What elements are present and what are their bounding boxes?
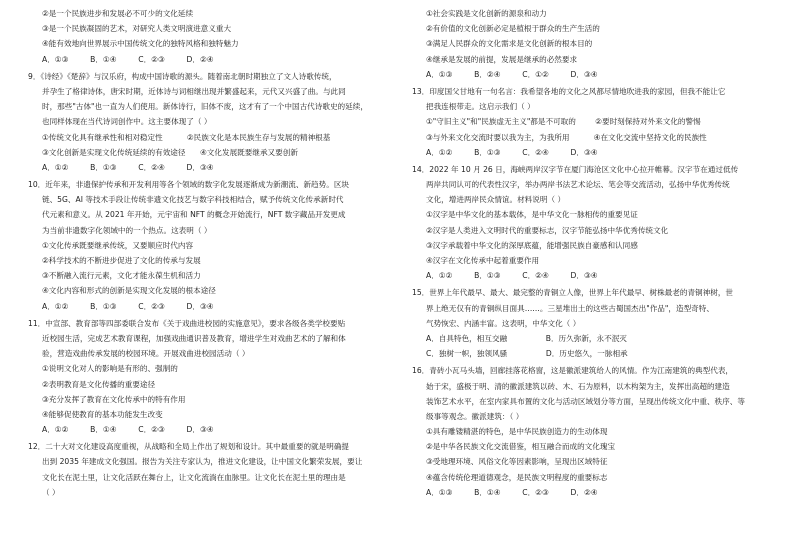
question-13 [412,84,774,160]
option-line: ②科学技术的不断进步促进了文化的传承与发展 [42,256,201,265]
question-stem: 装饰艺术水平，在室内家具布置的文化与活动区域划分等方面，呈现出传统文化中重、秩序、等 [426,396,745,406]
option-line: ④能够促使教育的基本功能发生改变 [42,409,163,419]
question-stem: 文化长在泥土里，让文化活跃在舞台上，让文化流淌在血脉里。让文化长在泥土里的理由是 [42,472,346,482]
question-12 [28,439,384,500]
question-stem: 文化，增进两岸民众情谊。材料说明（ ） [426,195,566,205]
question-stem: 15．世界上年代最早、最大、最完整的青铜立人像，世界上年代最早、树株最老的青铜神树，世 [412,288,734,298]
question-stem: 14．2022 年 10 月 26 日，海峡两岸汉字节在厦门海沧区文化中心拉开帷幕。汉字节在通过低传 [412,164,739,174]
question-stem: 16．青砖小瓦马头墙，回廊挂落花格窗，这是徽派建筑给人的风情。作为江南建筑的典型代表， [412,366,734,376]
question-stem: 11．中宣部、教育部等四部委联合发布《关于戏曲进校园的实施意见》，要求各级各类学校要贴 [28,318,346,328]
option-line: ②汉字是人类进入文明时代的重要标志，汉字节能弘扬中华优秀传统文化 [426,225,669,235]
question-16 [412,363,774,500]
question-9 [28,69,384,175]
option-line: ①说明文化对人的影响是有形的、强制的 [42,364,178,374]
option-line: ①社会实践是文化创新的源泉和动力 [426,9,547,18]
question-15 [412,285,774,361]
option-line: ④文化内容和形式的创新是实现文化发展的根本途径 [42,286,216,296]
question-stem: 验，营造戏曲传承发展的校园环境。开展戏曲进校园活动（ ） [42,349,250,359]
question-stem: 级事等观念。徽派建筑：（ ） [426,411,524,421]
question-stem: 并孕生了格律诗体，唐宋时期，近体诗与词相继出现并繁盛起来，元代又兴盛了曲。与此同 [42,86,346,96]
answer-choices: A．①② B．①③ C．②④ D．③④ [426,271,598,281]
question-stem: 出到 2035 年建成文化强国。报告为关注专家认为，推进文化建设，让中国文化繁荣发展，要让 [42,457,363,467]
question-stem: 13．印度国父甘地有一句名言：我希望各地的文化之风都尽情地吹进我的家园，但我不能让它 [412,86,726,96]
option-line: ③汉字承载着中华文化的深厚底蕴，能增强民族自豪感和认同感 [426,240,638,250]
answer-choices: A．①③ B．①④ C．②③ D．②④ [426,487,598,497]
option-line: ③与外来文化交流时要以我为主，为我所用 ④在文化交流中坚持文化的民族性 [426,132,707,142]
question-stem: 时，那些"古体"也一直为人们使用。新体诗行，旧体不废，这才有了一个中国古代诗歌史的延续， [42,102,368,112]
question-stem: 把我连根带走。这启示我们（ ） [426,102,535,112]
answer-choices: A．①② B．①③ C．②④ D．③④ [42,162,214,172]
question-stem: 代元素和意义。从 2021 年开始，元宇宙和 NFT 的概念开始流行，NFT 数字藏品开发更成 [42,210,346,220]
question-10 [28,177,384,314]
right-column [412,6,774,500]
question-stem: 两岸共同认可的代表性汉字，举办两岸书法艺术论坛、笔会等交流活动，弘扬中华优秀传统 [426,180,730,190]
option-line: ①"守旧主义"和"民族虚无主义"都是不可取的 ②要时刻保持对外来文化的警惕 [426,117,701,127]
question-14 [412,162,774,284]
option-line: ④汉字在文化传承中起着重要作用 [426,256,540,265]
question-stem: 气势恢宏、内涵丰富。这表明，中华文化（ ） [426,318,581,328]
option-line: C．独树一帜，独领风骚 D．历史悠久，一脉相承 [426,349,628,359]
answer-choices: A．①② B．①③ C．②③ D．③④ [42,301,214,311]
question-stem: 界上绝无仅有的青铜纵目面具……。三星堆出土的这些古蜀国杰出"作品"，造型奇特、 [426,303,714,313]
option-line: ③满足人民群众的文化需求是文化创新的根本目的 [426,39,593,49]
option-line: ②有价值的文化创新必定是植根于群众的生产生活的 [426,24,600,34]
option-line: ①具有雕镂精湛的特色，是中华民族创造力的生动体现 [426,427,608,437]
option-line: ①传统文化具有继承性和相对稳定性 ②民族文化是本民族生存与发展的精神根基 [42,132,331,142]
answer-choices: A．①③ B．①④ C．②③ D．②④ [42,54,214,64]
option-line: A．自具特色，相互交融 B．历久弥新，永不泯灭 [426,333,627,343]
option-line: ④继承是发展的前提，发展是继承的必然要求 [426,54,578,64]
question-stem: 始于宋，盛极于明、清的徽派建筑以砖、木、石为原料，以木构架为主，发挥出高超的建造 [426,381,730,391]
option-line: ③是一个民族凝固的艺术，对研究人类文明演进意义重大 [42,24,232,34]
question-stem: 链、5G、AI 等技术手段让传统非遗文化技艺与数字科技相结合，赋予传统文化传承新时代 [42,195,344,205]
option-line: ③充分发挥了教育在文化传承中的特有作用 [42,394,186,404]
option-line: ③不断融入流行元素，文化才能永葆生机和活力 [42,271,201,281]
question-stem: 也同样体现在当代诗词创作中。这主要体现了（ ） [42,117,212,127]
question-stem: 9．《诗经》《楚辞》与汉乐府，构成中国诗歌的源头。随着南北朝时期独立了文人诗歌传统， [28,71,337,81]
option-line: ②表明教育是文化传播的重要途径 [42,379,156,389]
question-stem: 为当前非遗数字化领域中的一个热点。这表明（ ） [42,225,212,235]
left-column [28,6,384,500]
option-line: ①文化传承既要继承传统，又要顺应时代内容 [42,240,194,250]
question-stem: 12．二十大对文化建设高度重视，从战略和全局上作出了规划和设计。其中最重要的就是明确提 [28,442,350,452]
option-line: ④蕴含传统伦理道德观念，是民族文明程度的重要标志 [426,472,608,482]
question-stem: （ ） [42,487,60,497]
answer-choices: A．①② B．①④ C．②③ D．③④ [42,425,214,435]
option-line: ①汉字是中华文化的基本载体，是中华文化一脉相传的重要见证 [426,210,638,220]
question-stem: 10．近年来，非遗保护传承和开发利用等各个领域的数字化发展逐渐成为新潮流、新趋势。区块 [28,180,350,190]
answer-choices: A．①② B．①③ C．②④ D．③④ [426,147,598,157]
option-line: ②是一个民族进步和发展必不可少的文化延续 [42,9,194,18]
option-line: ④能有效地向世界展示中国传统文化的独特风格和独特魅力 [42,39,239,49]
answer-choices: A．①③ B．②④ C．①② D．③④ [426,69,598,79]
option-line: ③文化创新是实现文化传统延续的有效途径 ④文化发展既要继承又要创新 [42,147,298,157]
option-line: ②是中华各民族文化交流借鉴，相互融合而成的文化瑰宝 [426,442,616,452]
option-line: ③受地理环境、风俗文化等因素影响，呈现出区域特征 [426,457,608,467]
question-11 [28,316,384,438]
question-stem: 近校园生活，完成艺术教育课程，加强戏曲通识普及教育，增进学生对戏曲艺术的了解和体 [42,333,346,343]
